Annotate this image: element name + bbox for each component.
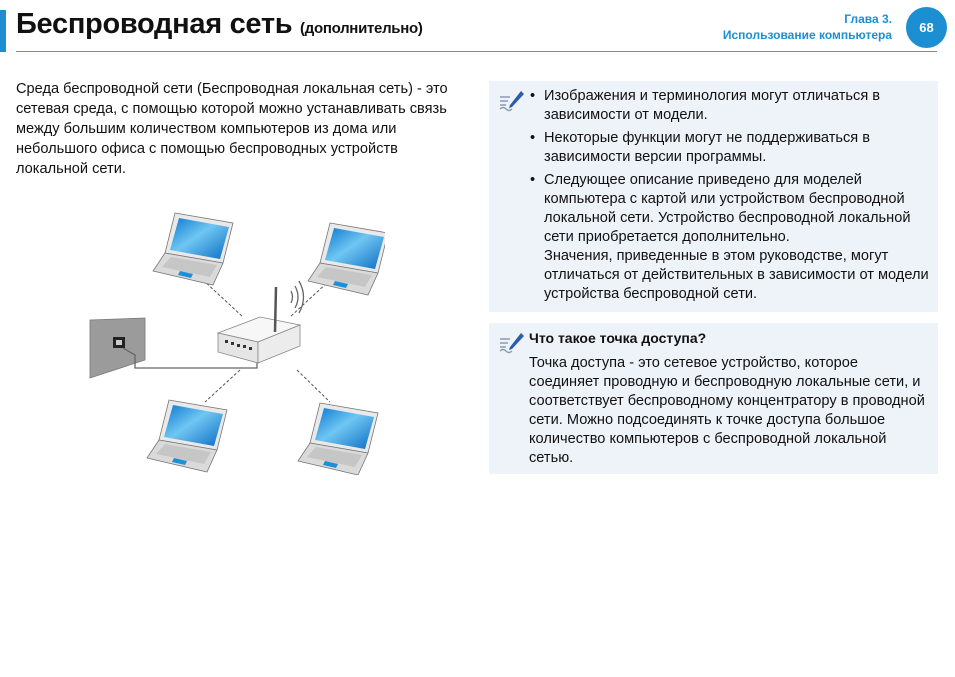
note-body: Точка доступа - это сетевое устройство, которое соединяет проводную и беспроводную локальные сети, и соответствует беспроводному концентратору в проводной сети. Можно подсоединять к точке доступа большое количество компьютеров с беспроводной локальной сетью. (529, 355, 925, 466)
page-title-main: Беспроводная сеть (16, 8, 293, 40)
header-accent-bar (0, 10, 6, 52)
list-item-extra-text: Значения, приведенные в этом руководстве, могут отличаться от действительных в зависимости от модели устройства беспроводной сети. (544, 248, 929, 302)
list-item-text: Изображения и терминология могут отличаться в зависимости от модели. (544, 88, 881, 123)
bullet-marker: • (530, 172, 536, 188)
list-item (530, 129, 932, 167)
laptop-icon (298, 403, 378, 475)
laptop-icon (153, 213, 233, 285)
note-bullet-list (530, 87, 932, 308)
page-number-badge: 68 (906, 7, 947, 48)
list-item-text: Следующее описание приведено для моделей компьютера с картой или устройством беспроводной локальной сети. Устройство беспроводной локальной сети приобретается дополнительно. (544, 172, 911, 245)
chapter-label (723, 11, 892, 43)
laptop-icon (147, 400, 227, 472)
note-box-access-point (489, 323, 938, 474)
wireless-network-diagram (85, 205, 385, 475)
wireless-router-icon (218, 287, 300, 363)
bullet-marker: • (530, 88, 536, 104)
note-pencil-icon (497, 331, 525, 355)
note-box-info (489, 81, 938, 312)
note-heading: Что такое точка доступа? (529, 330, 707, 346)
intro-paragraph: Среда беспроводной сети (Беспроводная локальная сеть) - это сетевая среда, с помощью которой можно устанавливать связь между большим количеством компьютеров из дома или небольшого офиса с помощью беспроводных устройств локальной сети. (16, 81, 448, 177)
header-rule (16, 51, 937, 52)
page-title-sub: (дополнительно) (300, 20, 423, 37)
list-item-text: Некоторые функции могут не поддерживаться в зависимости версии программы. (544, 130, 871, 165)
page-title (16, 8, 423, 41)
laptop-icon (308, 223, 385, 295)
note-pencil-icon (497, 89, 525, 113)
wifi-signal-icon (291, 281, 304, 313)
wall-outlet-icon (90, 318, 145, 378)
bullet-marker: • (530, 130, 536, 146)
chapter-number: Глава 3. (844, 12, 892, 26)
list-item (530, 171, 932, 304)
list-item (530, 87, 932, 125)
chapter-name: Использование компьютера (722, 28, 892, 42)
